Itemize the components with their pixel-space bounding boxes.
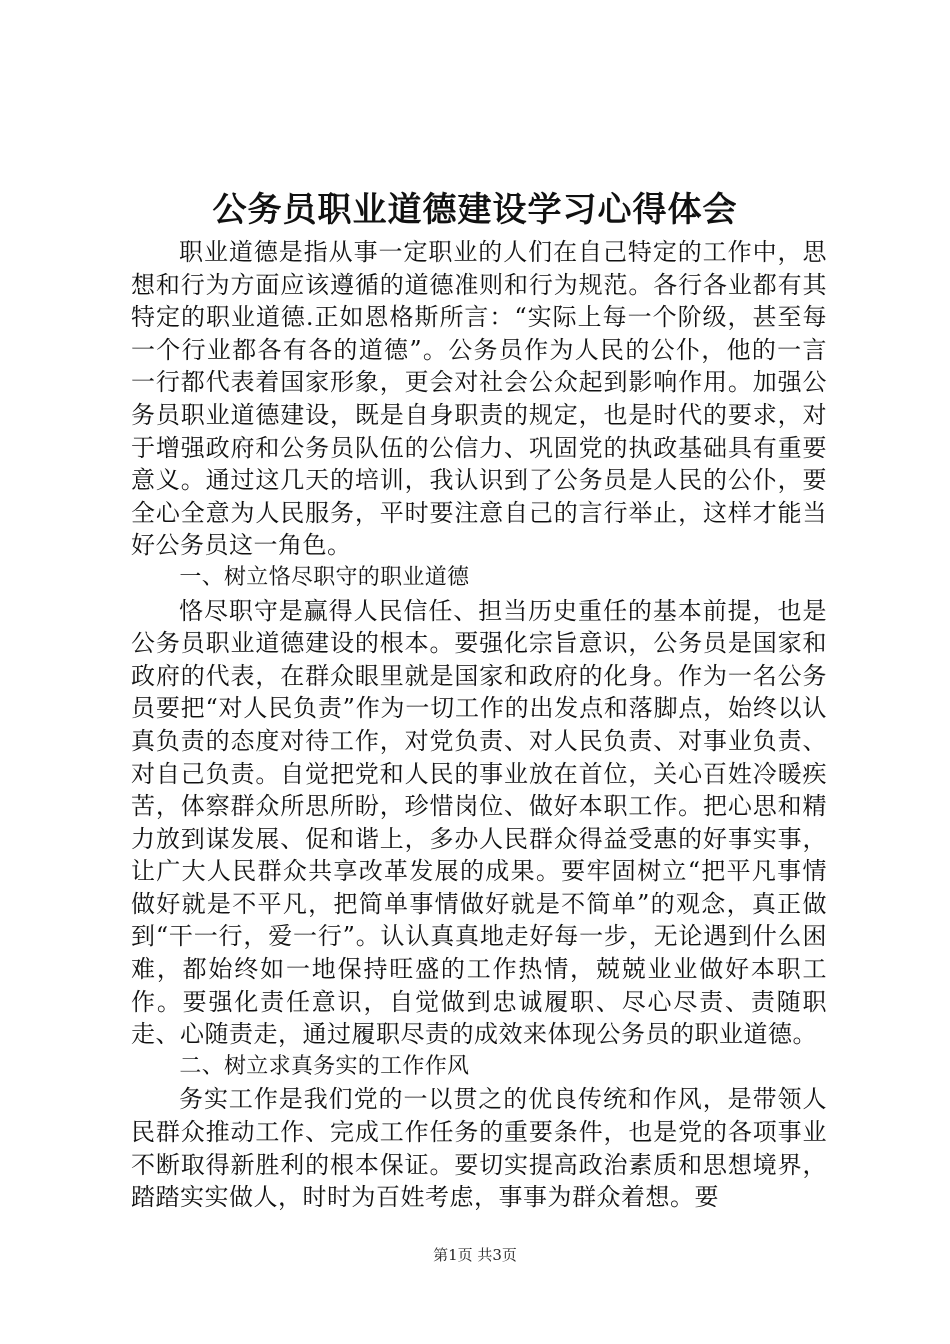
- section-heading-2: 二、树立求真务实的工作作风: [179, 1053, 470, 1079]
- paragraph-section-2: 务实工作是我们党的一以贯之的优良传统和作风，是带领人民群众推动工作、完成工作任务的重要条件，也是党的各项事业不断取得新胜利的根本保证。要切实提高政治素质和思想境界，踏踏实实做人，时时为百姓考虑，事事为群众着想。要: [131, 1085, 827, 1212]
- paragraph-intro: 职业道德是指从事一定职业的人们在自己特定的工作中，思想和行为方面应该遵循的道德准则和行为规范。各行各业都有其特定的职业道德.正如恩格斯所言：“实际上每一个阶级，甚至每一个行业都各有各的道德”。公务员作为人民的公仆，他的一言一行都代表着国家形象，更会对社会公众起到影响作用。加强公务员职业道德建设，既是自身职责的规定，也是时代的要求，对于增强政府和公务员队伍的公信力、巩固党的执政基础具有重要意义。通过这几天的培训，我认识到了公务员是人民的公仆，要全心全意为人民服务，平时要注意自己的言行举止，这样才能当好公务员这一角色。: [131, 238, 827, 560]
- section-heading-1: 一、树立恪尽职守的职业道德: [179, 564, 470, 590]
- page-footer: 第1页 共3页: [433, 1246, 517, 1264]
- paragraph-section-1: 恪尽职守是赢得人民信任、担当历史重任的基本前提，也是公务员职业道德建设的根本。要强化宗旨意识，公务员是国家和政府的代表，在群众眼里就是国家和政府的化身。作为一名公务员要把“对人民负责”作为一切工作的出发点和落脚点，始终以认真负责的态度对待工作，对党负责、对人民负责、对事业负责、对自己负责。自觉把党和人民的事业放在首位，关心百姓冷暖疾苦，体察群众所思所盼，珍惜岗位、做好本职工作。把心思和精力放到谋发展、促和谐上，多办人民群众得益受惠的好事实事，让广大人民群众共享改革发展的成果。要牢固树立“把平凡事情做好就是不平凡，把简单事情做好就是不简单”的观念，真正做到“干一行，爱一行”。认认真真地走好每一步，无论遇到什么困难，都始终如一地保持旺盛的工作热情，兢兢业业做好本职工作。要强化责任意识，自觉做到忠诚履职、尽心尽责、责随职走、心随责走，通过履职尽责的成效来体现公务员的职业道德。: [131, 596, 827, 1049]
- document-body: [131, 236, 827, 1214]
- document-title: 公务员职业道德建设学习心得体会: [212, 190, 738, 230]
